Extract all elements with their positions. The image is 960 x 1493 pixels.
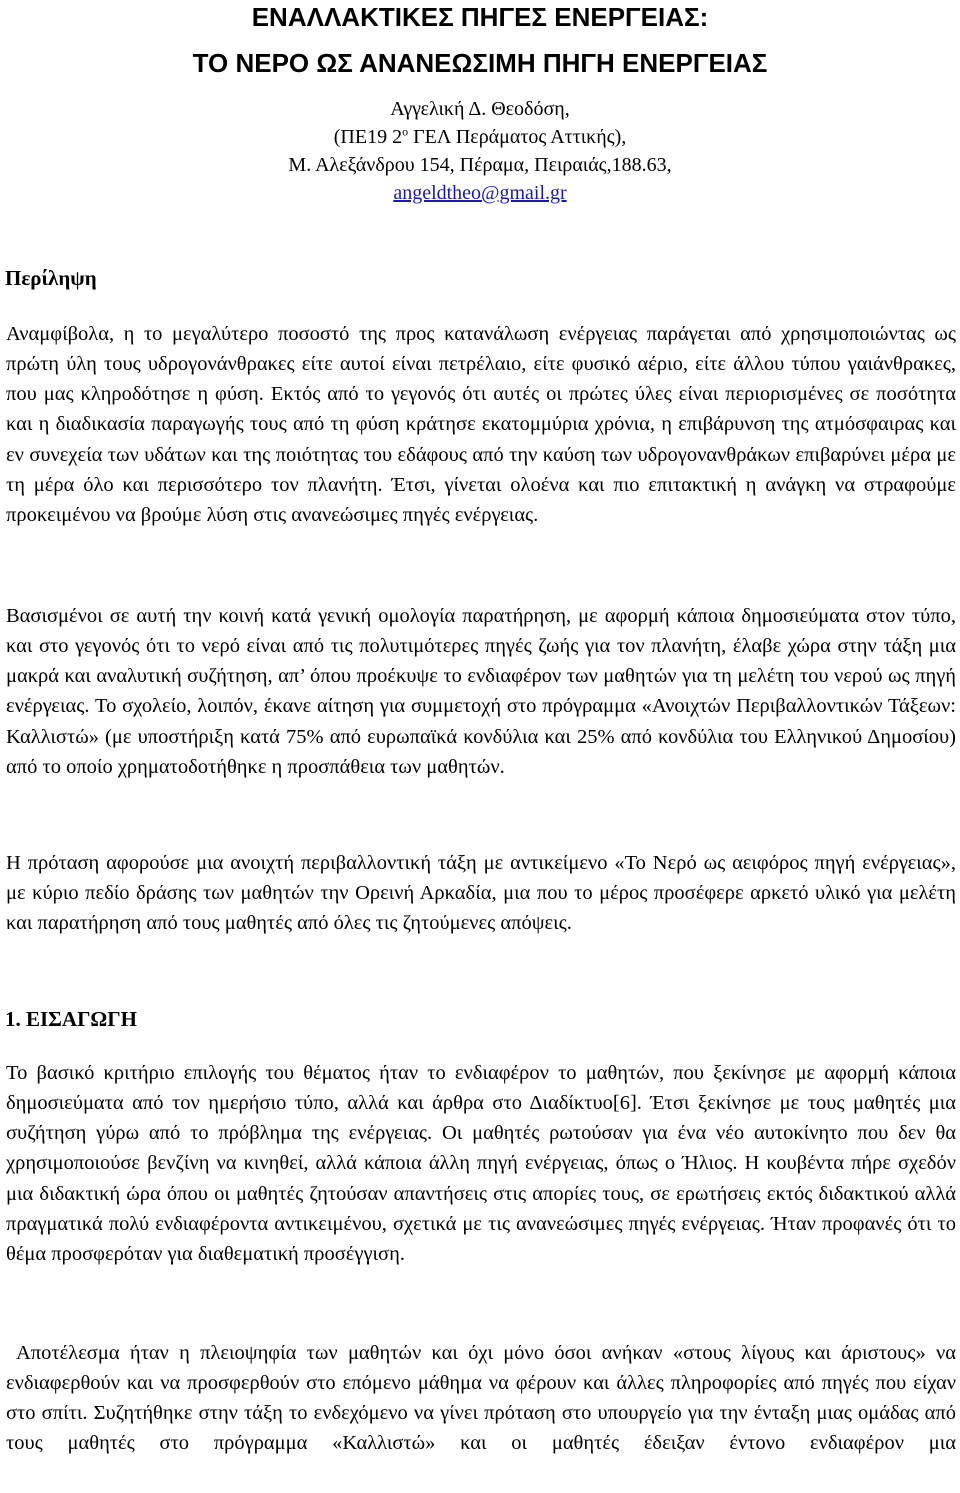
author-affiliation <box>0 125 960 149</box>
abstract-paragraph-1: Αναμφίβολα, η το μεγαλύτερο ποσοστό της προς κατανάλωση ενέργειας παράγεται από χρησιμοποιώντας ως πρώτη ύλη τους υδρογονάνθρακες είτε αυτοί είναι πετρέλαιο, είτε φυσικό αέριο, είτε άλλου τύπου γαιάνθρακες, που μας κληροδότησε η φύση. Εκτός από το γεγονός ότι αυτές οι πρώτες ύλες είναι περιορισμένες σε ποσότητα και η διαδικασία παραγωγής τους από τη φύση κράτησε εκατομμύρια χρόνια, η επιβάρυνση της ατμόσφαιρας και εν συνεχεία των υδάτων και της ποιότητας του εδάφους από την καύση των υδρογονανθράκων επιβαρύνει μέρα με τη μέρα όλο και περισσότερο τον πλανήτη. Έτσι, γίνεται ολοένα και πιο επιτακτική η ανάγκη να στραφούμε προκειμένου να βρούμε λύση στις ανανεώσιμες πηγές ενέργειας. <box>6 323 956 526</box>
affiliation-pre: (ΠΕ19 2 <box>333 126 403 148</box>
intro-paragraph-1: Το βασικό κριτήριο επιλογής του θέματος ήταν το ενδιαφέρον το μαθητών, που ξεκίνησε με αφορμή κάποια δημοσιεύματα από τον ημερήσιο τύπο, αλλά και άρθρα στο Διαδίκτυο[6]. Έτσι ξεκίνησε με τους μαθητές μια συζήτηση γύρω από το πρόβλημα της ενέργειας. Οι μαθητές ρωτούσαν για ένα νέο αυτοκίνητο που δεν θα χρησιμοποιούσε βενζίνη να κινηθεί, αλλά κάποια άλλη πηγή ενέργειας, όπως ο Ήλιος. Η κουβέντα πήρε σχεδόν μια διδακτική ώρα όπου οι μαθητές ζητούσαν απαντήσεις στις απορίες τους, σε ερωτήσεις εκτός διδακτικού αλλά πραγματικά πολύ ενδιαφέροντα αντικειμένου, σχετικά με τις ανανεώσιμες πηγές ενέργειας. Ήταν προφανές ότι το θέμα προσφερόταν για διαθεματική προσέγγιση. <box>6 1062 956 1265</box>
affiliation-post: ΓΕΛ Περάματος Αττικής), <box>408 126 627 148</box>
author-email-link[interactable]: angeldtheo@gmail.gr <box>393 182 567 204</box>
author-name: Αγγελική Δ. Θεοδόση, <box>390 98 570 120</box>
abstract-paragraph-3: Η πρόταση αφορούσε μια ανοιχτή περιβαλλοντική τάξη με αντικείμενο «Το Νερό ως αειφόρος πηγή ενέργειας», με κύριο πεδίο δράσης των μαθητών την Ορεινή Αρκαδία, μια που το μέρος προσέφερε αρκετό υλικό για μελέτη και παρατήρηση από τους μαθητές από όλες τις ζητούμενες απόψεις. <box>6 852 956 935</box>
section-heading-intro: 1. ΕΙΣΑΓΩΓΗ <box>5 1007 137 1031</box>
intro-paragraph-2: Αποτέλεσμα ήταν η πλειοψηφία των μαθητών και όχι μόνο όσοι ανήκαν «στους λίγους και άριστους» να ενδιαφερθούν και να προσφερθούν στο επόμενο μάθημα να φέρουν και άλλες πληροφορίες από πηγές που είχαν στο σπίτι. Συζητήθηκε στην τάξη το ενδεχόμενο να γίνει πρόταση στο υπουργείο για την ένταξη μιας ομάδας από τους μαθητές στο πρόγραμμα «Καλλιστώ» και οι μαθητές έδειξαν έντονο ενδιαφέρον μια <box>6 1342 956 1455</box>
abstract-paragraph-2: Βασισμένοι σε αυτή την κοινή κατά γενική ομολογία παρατήρηση, με αφορμή κάποια δημοσιεύματα στον τύπο, και στο γεγονός ότι το νερό είναι από τις πολυτιμότερες πηγές ζωής για τον πλανήτη, έλαβε χώρα στην τάξη μια μακρά και αναλυτική συζήτηση, απ’ όπου προέκυψε το ενδιαφέρον των μαθητών για τη μελέτη του νερού ως πηγή ενέργειας. Το σχολείο, λοιπόν, έκανε αίτηση για συμμετοχή στο πρόγραμμα «Ανοιχτών Περιβαλλοντικών Τάξεων: Καλλιστώ» (με υποστήριξη κατά 75% από ευρωπαϊκά κονδύλια και 25% από κονδύλια του Ελληνικού Δημοσίου) από το οποίο χρηματοδοτήθηκε η προσπάθεια των μαθητών. <box>6 605 956 778</box>
author-email-line <box>0 181 960 205</box>
abstract-heading: Περίληψη <box>5 266 97 290</box>
author-address: Μ. Αλεξάνδρου 154, Πέραμα, Πειραιάς,188.63, <box>288 154 672 176</box>
title-line-1: ΕΝΑΛΛΑΚΤΙΚΕΣ ΠΗΓΕΣ ΕΝΕΡΓΕΙΑΣ: <box>251 2 709 32</box>
affiliation-sup: ο <box>402 124 409 139</box>
title-line-2: ΤΟ ΝΕΡΟ ΩΣ ΑΝΑΝΕΩΣΙΜΗ ΠΗΓΗ ΕΝΕΡΓΕΙΑΣ <box>192 48 768 78</box>
